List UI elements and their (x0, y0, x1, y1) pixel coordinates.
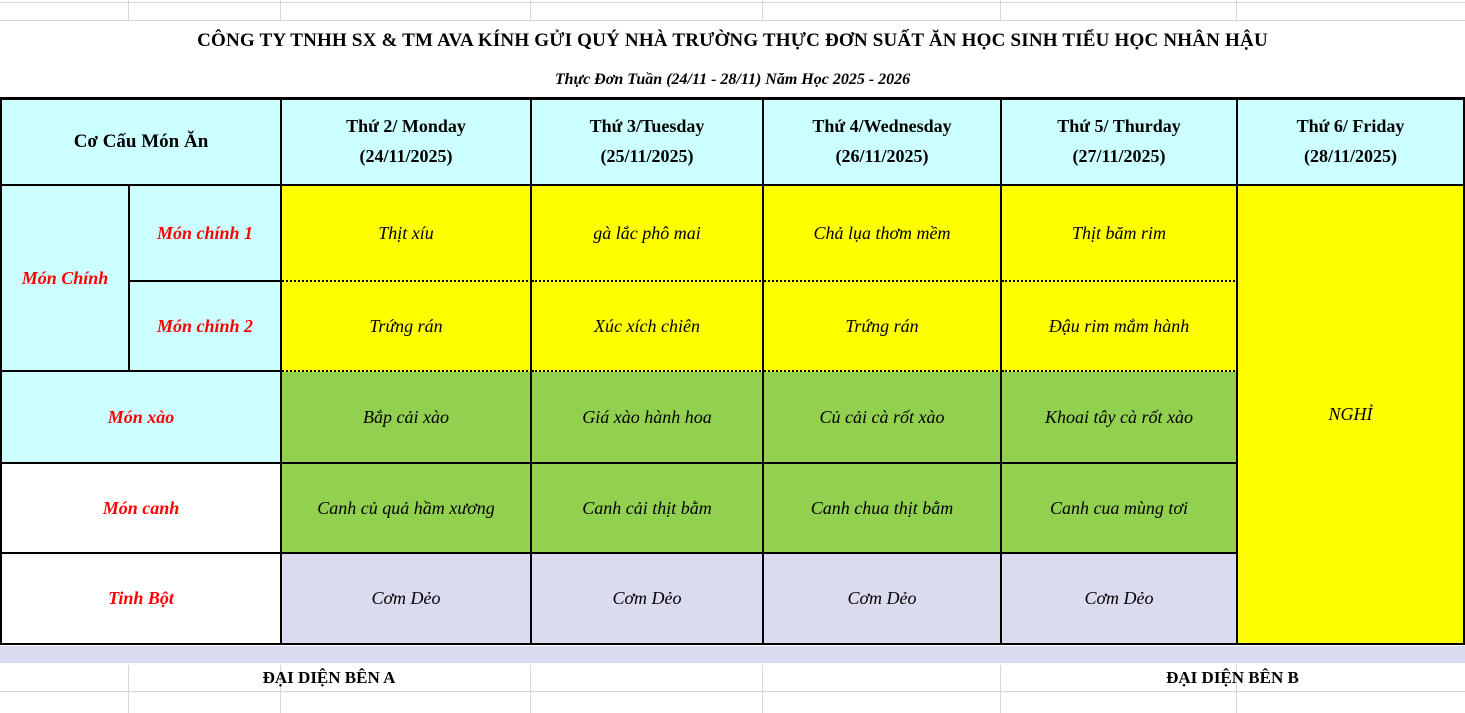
day-date: (28/11/2025) (1304, 146, 1397, 166)
menu-cell: Cơm Dẻo (764, 554, 1002, 643)
friday-holiday-cell: NGHỈ (1238, 186, 1463, 643)
row-label-mon-canh: Món canh (2, 464, 282, 554)
row-group-mon-chinh: Món Chính (2, 186, 130, 372)
menu-cell: Cơm Dẻo (1002, 554, 1238, 643)
bottom-empty-row (0, 692, 1465, 713)
representative-a-label: ĐẠI DIỆN BÊN A (262, 668, 396, 687)
day-header-tuesday (532, 100, 764, 186)
menu-cell: Trứng rán (282, 282, 532, 372)
menu-cell: Đậu rim mắm hành (1002, 282, 1238, 372)
day-date: (27/11/2025) (1072, 146, 1166, 166)
menu-table (0, 97, 1465, 645)
day-header-monday (282, 100, 532, 186)
menu-cell: Cơm Dẻo (282, 554, 532, 643)
separator-band (0, 646, 1465, 663)
menu-cell: Canh củ quả hầm xương (282, 464, 532, 554)
day-header-thursday (1002, 100, 1238, 186)
week-subtitle: Thực Đơn Tuần (24/11 - 28/11) Năm Học 2025 - 2026 (554, 70, 911, 88)
menu-cell: Xúc xích chiên (532, 282, 764, 372)
day-name: Thứ 4/Wednesday (812, 116, 952, 137)
row-label-tinh-bot: Tinh Bột (2, 554, 282, 643)
day-header-wednesday (764, 100, 1002, 186)
day-header-friday (1238, 100, 1463, 186)
menu-cell: Canh cua mùng tơi (1002, 464, 1238, 554)
day-date: (26/11/2025) (835, 146, 929, 166)
day-name: Thứ 3/Tuesday (589, 116, 705, 137)
day-name: Thứ 2/ Monday (346, 116, 466, 137)
corner-header-cell: Cơ Cấu Món Ăn (2, 100, 282, 186)
menu-cell: Cơm Dẻo (532, 554, 764, 643)
company-title: CÔNG TY TNHH SX & TM AVA KÍNH GỬI QUÝ NHÀ TRƯỜNG THỰC ĐƠN SUẤT ĂN HỌC SINH TIỂU HỌC NHÂN HẬU (197, 30, 1268, 51)
row-label-mon-chinh-2: Món chính 2 (130, 282, 282, 372)
menu-cell: Thịt băm rim (1002, 186, 1238, 282)
menu-cell: Bắp cải xào (282, 372, 532, 464)
menu-cell: Canh cải thịt bằm (532, 464, 764, 554)
day-name: Thứ 6/ Friday (1296, 116, 1405, 137)
row-label-mon-xao: Món xào (2, 372, 282, 464)
gridline (0, 2, 1465, 3)
menu-cell: Chả lụa thơm mềm (764, 186, 1002, 282)
row-label-mon-chinh-1: Món chính 1 (130, 186, 282, 282)
menu-cell: Thịt xíu (282, 186, 532, 282)
menu-cell: Khoai tây cà rốt xào (1002, 372, 1238, 464)
menu-cell: Canh chua thịt bằm (764, 464, 1002, 554)
day-name: Thứ 5/ Thurday (1057, 116, 1181, 137)
representative-b-label: ĐẠI DIỆN BÊN B (1166, 668, 1299, 687)
menu-cell: Giá xào hành hoa (532, 372, 764, 464)
day-date: (24/11/2025) (359, 146, 453, 166)
day-date: (25/11/2025) (600, 146, 694, 166)
menu-cell: gà lắc phô mai (532, 186, 764, 282)
top-empty-row (0, 0, 1465, 20)
menu-cell: Củ cải cà rốt xào (764, 372, 1002, 464)
menu-cell: Trứng rán (764, 282, 1002, 372)
